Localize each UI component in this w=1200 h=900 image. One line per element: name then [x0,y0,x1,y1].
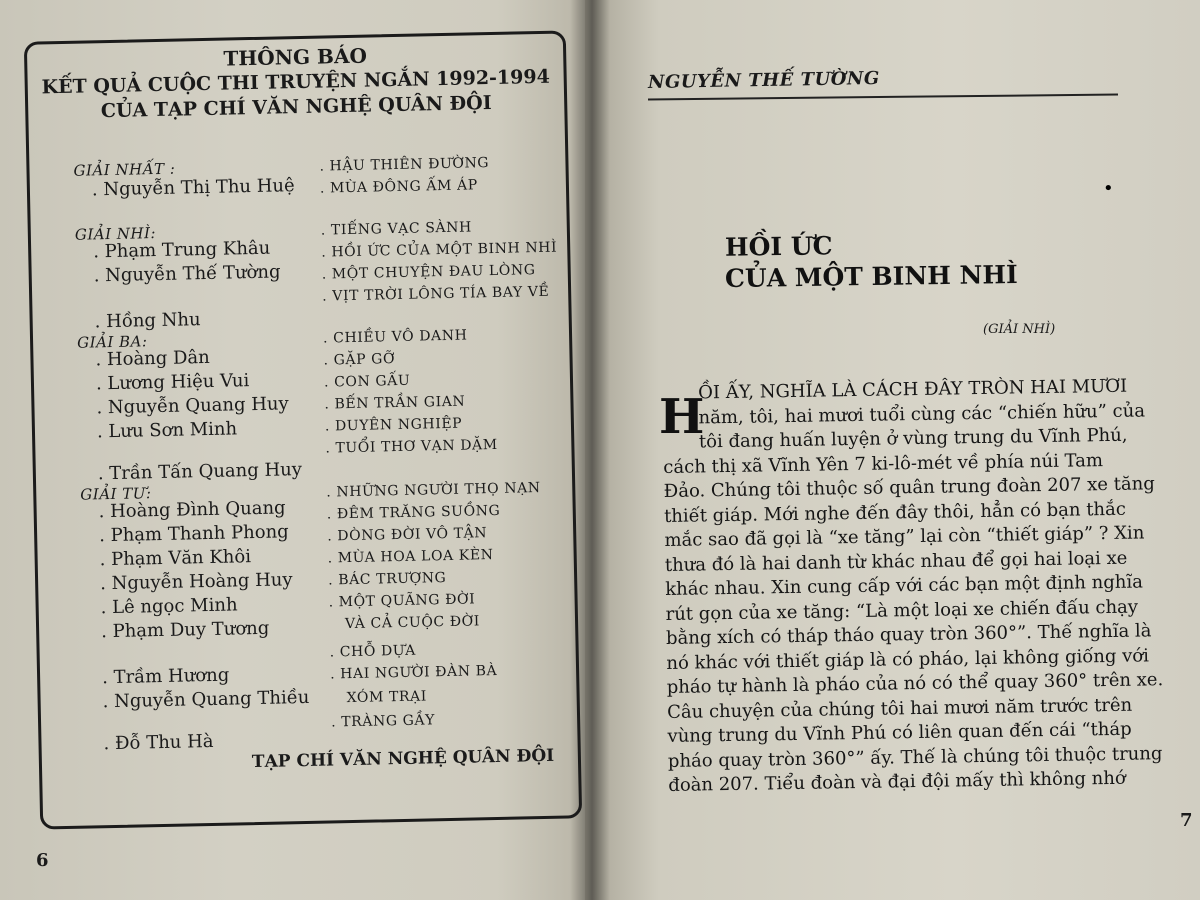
body-line: pháo quay tròn 360°” ấy. Thế là chúng tôi thuộc trung [667,742,1163,772]
work-title: . BẾN TRẦN GIAN [324,393,466,413]
work-title: . MÙA HOA LOA KÈN [327,547,494,567]
body-line: năm, tôi, hai mươi tuổi cùng các “chiến hữu” của [698,399,1146,428]
work-title: . DUYÊN NGHIỆP [324,415,463,435]
work-title: . TUỔI THƠ VẠN DẶM [325,436,498,457]
body-line: đoàn 207. Tiểu đoàn và đại đội mấy thì không nhớ [668,767,1126,796]
prize-third-label: GIẢI BA: [76,332,148,352]
body-line: vùng trung du Vĩnh Phú có liên quan đến cái “tháp [667,718,1132,747]
drop-cap: H [659,389,705,445]
work-title: . HAI NGƯỜI ĐÀN BÀ [329,662,498,683]
work-title: VÀ CẢ CUỘC ĐỜI [344,613,481,633]
body-line: tôi đang huấn luyện ở vùng trung du Vĩnh Phú, [698,424,1128,453]
body-line: thiết giáp. Mới nghe đến đây thôi, hẳn có bạn thắc [663,498,1127,527]
winner-name: . Phạm Thanh Phong [98,521,289,547]
prize-fourth-label: GIẢI TƯ: [80,484,152,504]
notice-subtitle: KẾT QUẢ CUỘC THI TRUYỆN NGẮN 1992-1994 [41,65,551,99]
winner-name: . Nguyễn Thế Tường [93,261,281,287]
body-line: pháo tự hành là pháo của nó có thể quay 360° trên xe. [666,669,1164,698]
story-title-line2: CỦA MỘT BINH NHÌ [724,259,1018,294]
work-title: . GẶP GỠ [323,351,396,369]
author-name: NGUYỄN THẾ TƯỜNG [647,67,880,94]
prize-second-label: GIẢI NHÌ: [74,224,157,244]
bullet-dot: • [1103,178,1114,199]
body-line: thưa đó là hai danh từ khác nhau để gọi hai loại xe [664,547,1128,576]
prize-first-label: GIẢI NHẤT : [73,159,176,180]
work-title: . TIẾNG VẠC SÀNH [320,219,472,239]
winner-name: . Lưu Sơn Minh [96,418,238,443]
page-number-right: 7 [1180,810,1193,831]
body-line: ỒI ẤY, NGHĨA LÀ CÁCH ĐÂY TRÒN HAI MƯƠI [698,375,1128,404]
body-line: rút gọn của xe tăng: “Là một loại xe chiến đấu chạy [665,596,1139,625]
winner-name: . Trầm Hương [101,664,230,689]
body-line: Đảo. Chúng tôi thuộc số quân trung đoàn 207 xe tăng [663,473,1155,502]
work-title: . ĐÊM TRĂNG SUỒNG [326,502,501,523]
work-title: XÓM TRẠI [346,688,428,707]
body-line: mắc sao đã gọi là “xe tăng” lại còn “thiết giáp” ? Xin [664,522,1145,551]
winner-name: . Hồng Nhu [94,309,201,333]
winner-name: . Lê ngọc Minh [100,594,238,619]
work-title: . BÁC TRƯỢNG [327,570,447,589]
body-line: khác nhau. Xin cung cấp với các bạn một định nghĩa [665,571,1144,600]
work-title: . CHIỀU VÔ DANH [322,327,468,347]
winner-name: . Đỗ Thu Hà [103,730,214,755]
work-title: . MỘT QUÃNG ĐỜI [328,591,476,611]
body-line: bằng xích có tháp tháo quay tròn 360°”. Thế nghĩa là [665,620,1152,649]
work-title: . NHỮNG NGƯỜI THỌ NẠN [326,480,541,501]
body-line: nó khác với thiết giáp là có pháo, lại không giống với [666,644,1150,674]
work-title: . DÒNG ĐỜI VÔ TẬN [327,525,488,545]
winner-name: . Lương Hiệu Vui [95,370,250,395]
work-title: . HỒI ỨC CỦA MỘT BINH NHÌ [321,239,558,261]
work-title: . CHỖ DỰA [329,642,417,661]
work-title: . MÙA ĐÔNG ẤM ÁP [319,177,478,197]
notice-subtitle-2: CỦA TẠP CHÍ VĂN NGHỆ QUÂN ĐỘI [100,91,492,123]
work-title: . HẬU THIÊN ĐƯỜNG [319,155,490,175]
body-line: cách thị xã Vĩnh Yên 7 ki-lô-mét về phía núi Tam [663,449,1104,478]
work-title: . VỊT TRỜI LÔNG TÍA BAY VỀ [322,283,550,305]
winner-name: . Nguyễn Hoàng Huy [99,569,293,595]
work-title: . TRÀNG GẦY [330,712,436,731]
page-number-left: 6 [36,850,49,871]
winner-name: . Phạm Trung Khâu [93,237,271,263]
winner-name: . Hoàng Đình Quang [98,497,286,523]
work-title: . MỘT CHUYỆN ĐAU LÒNG [321,262,536,283]
winner-name: . Trần Tấn Quang Huy [97,459,303,485]
contest-results-notice [24,30,582,829]
winner-name: . Nguyễn Quang Thiều [102,686,310,713]
notice-title: THÔNG BÁO [223,43,368,71]
story-title-line1: HỒI ỨC [724,231,833,262]
prize-tag: (GIẢI NHÌ) [983,322,1056,337]
work-title: . CON GẤU [323,372,411,391]
notice-footer: TẠP CHÍ VĂN NGHỆ QUÂN ĐỘI [251,745,555,773]
winner-name: . Phạm Văn Khôi [99,546,252,571]
winner-name: . Nguyễn Thị Thu Huệ [91,175,295,201]
winner-name: . Nguyễn Quang Huy [96,393,289,419]
story-body [662,374,1198,799]
winner-name: . Phạm Duy Tương [100,617,270,643]
winner-name: . Hoàng Dân [95,346,210,371]
body-line: Câu chuyện của chúng tôi hai mươi năm trước trên [667,694,1133,723]
